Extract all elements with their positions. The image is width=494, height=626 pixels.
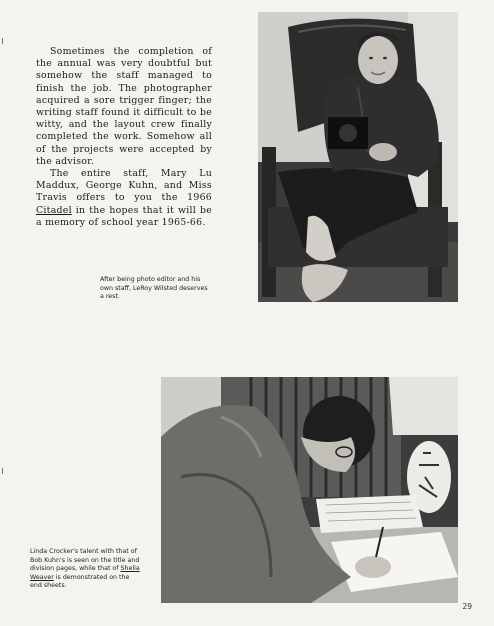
photo-student-resting-image <box>258 12 458 302</box>
margin-mark <box>2 468 3 474</box>
paragraph-2-end: in the hopes that it will be a memory of school year 1965-66. <box>36 204 212 228</box>
page-number: 29 <box>462 602 472 611</box>
photo-student-drawing-image <box>161 377 458 603</box>
photo-student-resting-caption: After being photo editor and his own staff, LeRoy Wilsted deserves a rest. <box>100 276 208 301</box>
photo-student-drawing-caption <box>30 548 142 591</box>
paragraph-1: Sometimes the completion of the annual was very doubtful but somehow the staff managed to finish the job. The photographer acquired a sore trigger finger; the writing staff found it difficult to be witty, and the layout crew finally completed the work. Somehow all of the projects were accepted by the advisor. <box>36 46 212 167</box>
caption-name: Shelia Weaver <box>30 565 140 581</box>
paragraph-2 <box>36 168 212 229</box>
caption-end: is demonstrated on the end sheets. <box>30 573 130 590</box>
margin-mark <box>2 38 3 44</box>
caption-start: Linda Crocker's talent with that of Bob Kuhn's is seen on the title and division pages, while that of <box>30 548 140 573</box>
book-title: Citadel <box>36 204 72 216</box>
body-text <box>36 46 212 229</box>
photo-student-resting <box>258 12 458 302</box>
paragraph-2-start: The entire staff, Mary Lu Maddux, George Kuhn, and Miss Travis offers to you the 1966 <box>36 168 212 204</box>
photo-student-drawing <box>161 377 458 603</box>
